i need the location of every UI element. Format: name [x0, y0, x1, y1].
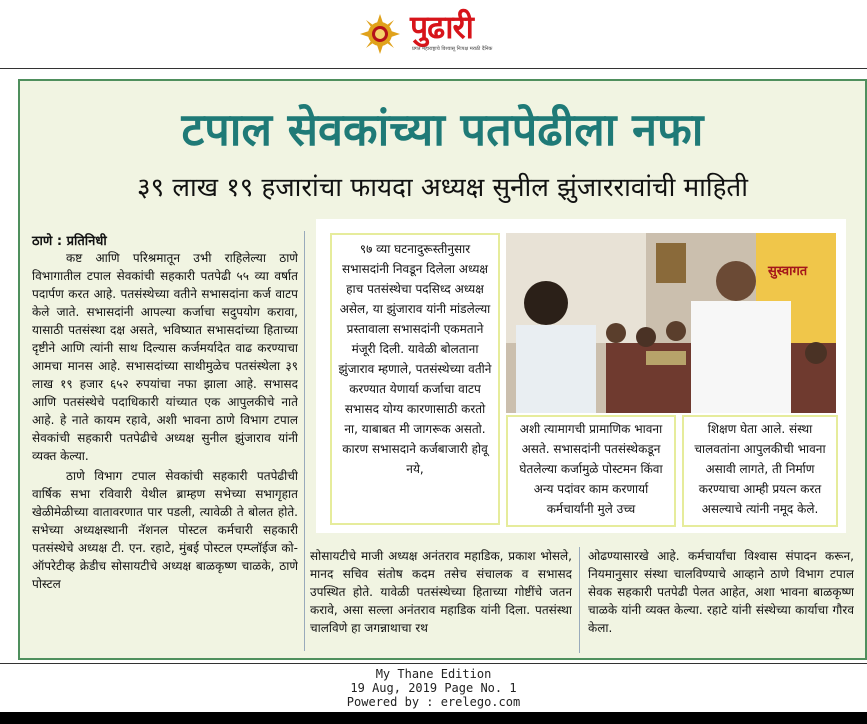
- date-page: 19 Aug, 2019 Page No. 1: [350, 681, 517, 695]
- powered-by-link[interactable]: Powered by : erelego.com: [346, 695, 521, 709]
- footer: [0, 667, 867, 709]
- column-divider: [304, 231, 305, 651]
- photo-banner-text: सुस्वागत: [768, 264, 808, 279]
- subheadline: ३९ लाख १९ हजारांचा फायदा अध्यक्ष सुनील झुंजाररावांची माहिती: [137, 173, 748, 203]
- event-photo: [506, 233, 836, 413]
- bottom-bar: [0, 712, 867, 724]
- quote-box: ९७ व्या घटनादुरूस्तीनुसार सभासदांनी निवडून दिलेला अध्यक्ष हाच पतसंस्थेचा पदसिध्द अध्यक्ष असेल, या झुंजाराव यांनी मांडलेल्या प्रस्तावाला सभासदांनी एकमताने मंजूरी दिली. यावेळी बोलताना झुंजाराव म्हणाले, पतसंस्थेच्या वतीने करण्यात येणार्या कर्जाचा वाटप सभासद योग्य कारणासाठी करतो ना, याबाबत मी जागरूक असतो. कारण सभासदाने कर्जबाजारी होवू नये,: [330, 233, 500, 525]
- highlight-box: [316, 219, 846, 533]
- article-column-2: सोसायटीचे माजी अध्यक्ष अनंतराव महाडिक, प्रकाश भोसले, मानद सचिव संतोष कदम तसेच संचालक व सभासद उपस्थित होते. यावेळी पतसंस्थेच्या हिताच्या गोष्टींचे जतन करावे, असा सल्ला अनंतराव महाडिक यांनी दिला. पतसंस्था चालविणे हा जगन्नाथाचा रथ: [310, 549, 572, 635]
- edition-name: My Thane Edition: [375, 667, 492, 681]
- headline: टपाल सेवकांच्या पतपेढीला नफा: [181, 103, 704, 156]
- photo-illustration: [506, 233, 836, 413]
- newspaper-logo: पुढारी: [410, 8, 473, 46]
- bottom-rule: [0, 663, 867, 664]
- article-column-3: ओढण्यासारखे आहे. कर्मचार्यांचा विश्वास संपादन करून, नियमानुसार संस्था चालविण्याचे आव्हाने ठाणे विभाग टपाल सेवक सहकारी पतपेढी पेलत आहेत, अशा भावना बाळकृष्ण चाळके यांनी व्यक्त केल्या. रहाटे यांनी संस्थेच्या कार्याचा गौरव केला.: [588, 549, 854, 635]
- news-clipping: [18, 79, 867, 660]
- logo-tagline: प्रगत महाराष्ट्राचे विश्वासू निःपक्ष मराठी दैनिक: [412, 46, 493, 52]
- quote-box-2: अशी त्यामागची प्रामाणिक भावना असते. सभासदांनी पतसंस्थेकडून घेतलेल्या कर्जामुळे पोस्टमन किंवा अन्य पदांवर काम करणार्या कर्मचार्यांनी मुले उच्च: [506, 415, 676, 527]
- dateline: ठाणे : प्रतिनिधी: [32, 234, 107, 249]
- paragraph-1: कष्ट आणि परिश्रमातून उभी राहिलेल्या ठाणे विभागातील टपाल सेवकांची सहकारी पतपेढी ५५ व्या वर्षात पदार्पण करत आहे. पतसंस्थेच्या वतीने सभासदांना कर्ज वाटप केले जाते. सभासदांनी आपल्या कर्जाचा सदुपयोग करावा, यासाठी पतसंस्था दक्ष असते, भविष्यात सभासदांच्या हिताच्या दृष्टीने आणि त्यांनी साथ दिल्यास कर्जमर्यादेत वाढ करण्याचा आमचा मानस आहे. सभासदांच्या साथीमुळेच पतसंस्थेला ३९ लाख १९ हजार ६५२ रुपयांचा नफा झाला आहे. सभासद आणि पतसंस्थेचे पदाधिकारी यांच्यात एक आपुलकीचे नाते आहे. हे नाते कायम रहावे, अशी भावना ठाणे विभाग टपाल सेवकांची सहकारी पतपेढीचे अध्यक्ष सुनील झुंजाराव यांनी व्यक्त केल्या.: [32, 251, 298, 463]
- top-rule: [0, 68, 867, 69]
- article-column-1: [32, 249, 298, 649]
- column-divider: [579, 547, 580, 653]
- masthead: [0, 0, 867, 68]
- quote-box-3: शिक्षण घेता आले. संस्था चालवतांना आपुलकीची भावना असावी लागते, ती निर्माण करण्याचा आम्ही प्रयत्न करत असल्याचे त्यांनी नमूद केले.: [682, 415, 838, 527]
- paragraph-2: ठाणे विभाग टपाल सेवकांची सहकारी पतपेढीची वार्षिक सभा रविवारी येथील ब्राम्हण सभेच्या सभागृहात खेळीमेळीच्या वातावरणात पार पडली, त्यावेळी ते बोलत होते. सभेच्या अध्यक्षस्थानी नॅशनल पोस्टल कर्मचारी सहकारी पतसंस्थेचे अध्यक्ष टी. एन. रहाटे, मुंबई पोस्टल एम्प्लॉईज को- ऑपरेटीव्ह क्रेडीच सोसायटीचे अध्यक्ष बाळकृष्ण चाळके, ठाणे पोस्टल: [32, 469, 298, 591]
- sun-logo-icon: [360, 14, 400, 54]
